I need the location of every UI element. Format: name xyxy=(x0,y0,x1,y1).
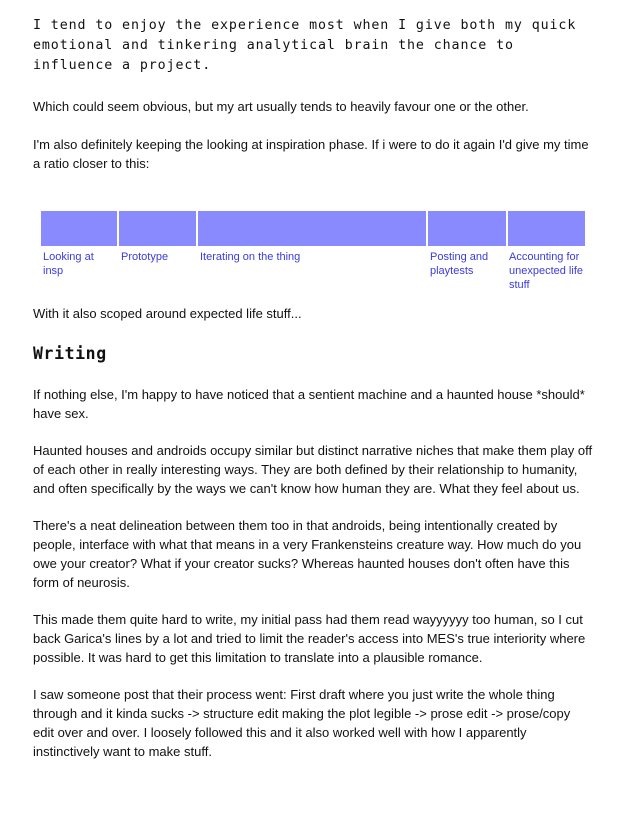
timeline-bar-prototype xyxy=(119,211,196,246)
timeline-label-looking-at-insp: Looking at insp xyxy=(43,251,94,277)
timeline-bar-unexpected-life xyxy=(508,211,585,246)
after-timeline-paragraph: With it also scoped around expected life stuff... xyxy=(33,306,302,321)
intro-mono-paragraph: I tend to enjoy the experience most when I give both my quick emotional and tinkering analytical brain the chance to influence a project. xyxy=(33,18,577,73)
timeline-bar-looking-at-insp xyxy=(41,211,117,246)
timeline-label-unexpected-life: Accounting for unexpected life stuff xyxy=(509,251,583,291)
timeline-bar-posting-playtests xyxy=(428,211,506,246)
time-ratio-timeline xyxy=(41,211,593,301)
timeline-label-iterating: Iterating on the thing xyxy=(200,251,301,263)
timeline-label-posting-playtests: Posting and playtests xyxy=(430,251,489,277)
intro-paragraph-ratio: I'm also definitely keeping the looking at inspiration phase. If i were to do it again I'd give my time a ratio closer to this: xyxy=(33,137,589,171)
writing-paragraph: If nothing else, I'm happy to have noticed that a sentient machine and a haunted house *should* have sex. xyxy=(33,387,585,421)
writing-paragraph: This made them quite hard to write, my initial pass had them read wayyyyyy too human, so I cut back Garica's lines by a lot and tried to limit the reader's access into MES's true interiority where possible. It was hard to get this limitation to translate into a plausible romance. xyxy=(33,612,586,665)
writing-paragraph: There's a neat delineation between them too in that androids, being intentionally created by people, interface with what that means in a very Frankensteins creature way. How much do you owe your creator? What if your creator sucks? Whereas haunted houses don't often have this form of neurosis. xyxy=(33,518,582,590)
writing-heading: Writing xyxy=(33,344,107,363)
intro-paragraph-favour: Which could seem obvious, but my art usually tends to heavily favour one or the other. xyxy=(33,99,529,114)
article-body xyxy=(33,16,593,761)
timeline-label-prototype: Prototype xyxy=(121,251,169,263)
writing-paragraph: Haunted houses and androids occupy similar but distinct narrative niches that make them play off of each other in really interesting ways. They are both defined by their relationship to humanity, and often specifically by the ways we can't know how human they are. What they feel about us. xyxy=(33,443,593,496)
writing-paragraph: I saw someone post that their process went: First draft where you just write the whole thing through and it kinda sucks -> structure edit making the plot legible -> prose edit -> prose/copy edit over and over. I loosely followed this and it also worked well with how I apparently instinctively want to make stuff. xyxy=(33,687,571,759)
timeline-bar-iterating xyxy=(198,211,426,246)
